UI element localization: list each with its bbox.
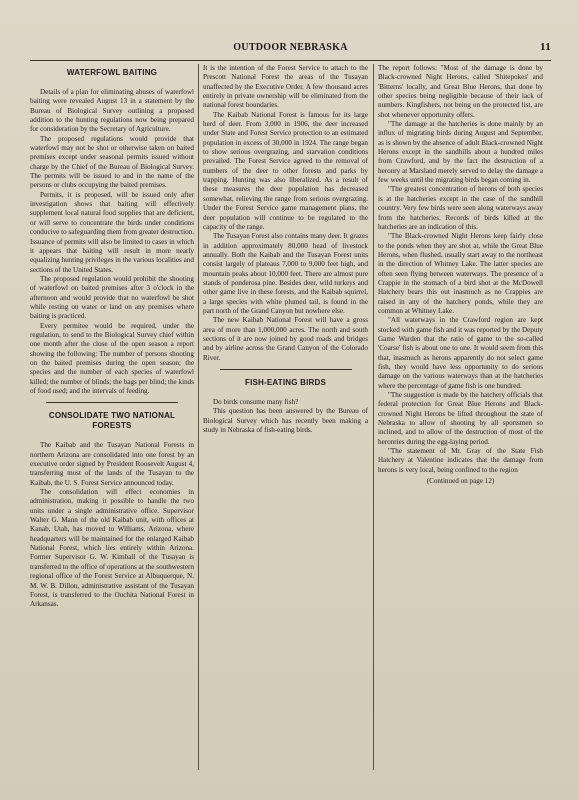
column-3 [378,64,543,770]
paragraph: "The Black-crowned Night Herons keep fairly close to the ponds when they are shot at, while the Great Blue Herons, when flushed, usually start away to the northeast in the direction of Whitney Lake. The latter species are often seen flying between waterways. The presence of a Crappie in the stomach of a bird shot at the McDowell Hatchery bears this out inasmuch as no Crappies are raised in any of the hatchery ponds, while they are common at Whitney Lake. [378,232,543,315]
section-separator [46,402,177,403]
paragraph: This question has been answered by the Bureau of Biological Survey which has recently been making a study in Nebraska of fish-eating birds. [203,407,368,435]
paragraph: The proposed regulations would provide that waterfowl may not be shot or otherwise taken on baited premises except under seasonal permits issued without charge by the Chief of the Bureau of Biological Survey. The permits will be issued to and in the name of the persons or clubs occupying the baited premises. [30,134,194,190]
paragraph: The Kaibab National Forest is famous for its large herd of deer. From 3,000 in 1906, the deer increased under State and Forest Service protection to an estimated population in excess of 30,000 in 1924. The range began to show serious overgrazing, and starvation conditions prevailed. The Forest Service agreed to the removal of numbers of the deer to other forests and parks by trapping. Hunting was also liberalized. As a result of these measures the deer population has decreased somewhat, relieving the range from serious overgrazing. Under the Forest Service game management plans, the deer population will continue to be regulated to the capacity of the range. [203,110,368,231]
paragraph: The report follows: "Most of the damage is done by Black-crowned Night Herons, called 'Shitepokes' and 'Bitterns' locally, and Great Blue Herons, that done by other species being negligible because of their lack of numbers. Kingfishers, not being on the protected list, are shot whenever opportunity offers. [378,64,543,119]
paragraph: "All waterways in the Crawford region are kept stocked with game fish and it was reported by the Deputy Game Warden that the ratio of game to the so-called 'Coarse' fish is about one to one. It would seem from this that, inasmuch as herons apparently do not select game fish, they would have less opportunity to do serious damage on the various waterways than at the hatcheries where the percentage of game fish is one hundred. [378,316,543,390]
section-separator [220,369,352,370]
paragraph: "The damage at the hatcheries is done mainly by an influx of migrating birds during August and September, as is shown by the absence of adult Black-crowned Night Herons except in the sandhills about a hundred miles from Crawford, and by the fact the destruction of a heronry at Marsland merely served to delay the damage a few weeks until the migrating birds began coming in. [378,120,543,185]
article-heading-waterfowl: WATERFOWL BAITING [66,68,158,77]
continued-notice: (Continued on page 12) [426,477,495,486]
paragraph: Do birds consume many fish? [213,398,299,406]
page-number: 11 [540,41,551,53]
publication-title: OUTDOOR NEBRASKA [233,42,348,53]
paragraph: The new Kaibab National Forest will have a gross area of more than 1,000,000 acres. The north and south sections of it are now joined by good roads and bridges and by airline across the Grand Canyon of the Colorado River. [203,316,368,362]
column-divider [198,64,199,770]
paragraph: "The statement of Mr. Gray of the State Fish Hatchery at Valentine indicates that the damage from herons is very local, being confined to the region [378,447,543,474]
paragraph: Permits, it is proposed, will be issued only after investigation shows that baiting will effectively supplement local natural food supplies that are deficient, or will serve to concentrate the birds under conditions conducive to safeguarding them from greater destruction. Issuance of permits will also be limited to cases in which it appears that baiting will result in more nearly equalizing hunting privileges in the various localities and sections of the United States. [30,190,194,274]
paragraph: The consolidation will effect economies in administration, making it possible to handle the two units under a single administrative office. Supervisor Walter G. Mann of the old Kaibab unit, with offices at Kanab, Utah, has moved to Williams, Arizona, where headquarters will be maintained for the enlarged Kaibab National Forest, which lies entirely within Arizona. Former Supervisor G. W. Kimball of the Tusayan is transferred to the office of operations at the southwestern regional office of the Forest Service at Albuquerque, N. M. W. B. Dillon, administrative assistant of the Tusayan Forest, is transferred to the Ouchita National Forest in Arkansas. [30,488,194,609]
header-rule [30,60,551,61]
column-2 [203,64,368,770]
paragraph: "The greatest concentration of herons of both species is at the hatcheries except in the case of the sandhill country. Very few birds were seen along waterways away from the hatcheries. Records of birds killed at the hatcheries are an indication of this. [378,185,543,231]
article-heading-fish-birds: FISH-EATING BIRDS [244,378,327,387]
page-header [30,40,551,58]
paragraph: Every permitee would be required, under the regulation, to send to the Biological Survey chief within one month after the close of the open season a report showing the following: The number of persons shooting on the baited premises during the open season; the species and the number of each species of waterfowl killed; the number of blinds; the bags per blind; the kinds of food used; and the intervals of feeding. [30,321,194,395]
article-heading-forests: CONSOLIDATE TWO NATIONAL FORESTS [48,411,176,431]
paragraph: It is the intention of the Forest Service to attach to the Prescott National Forest the areas of the Tusayan unaffected by the Executive Order. A few thousand acres entirely in private ownership will be eliminated from the national forest boundaries. [203,64,368,110]
paragraph: "The suggestion is made by the hatchery officials that federal protection for Great Blue Herons and Black-crowned Night Herons be lifted throughout the state of Nebraska to allow of shooting by all sportsmen so inclined, and to allow of the destruction of most of the heronries during the egg-laying period. [378,391,543,446]
column-1 [30,64,194,770]
column-divider [373,64,374,770]
paragraph: The proposed regulation would prohibit the shooting of waterfowl on baited premises after 3 o'clock in the afternoon and would provide that no waterfowl be shot while resting on water or land on any premises where baiting is practiced. [30,274,194,321]
paragraph: The Tusayan Forest also contains many deer. It grazes in addition approximately 80,000 head of livestock annually. Both the Kaibab and the Tusayan Forest units consist largely of plateaus 7,000 to 9,000 feet high, and mountain peaks about 10,000 feet. There are almost pure stands of ponderosa pine. Besides deer, wild turkeys and other game live in these forests, and the Kaibab squirrel, a large species with white plumed tail, is found in the part north of the Grand Canyon but nowhere else. [203,232,368,315]
paragraph: The Kaibab and the Tusayan National Forests in northern Arizona are consolidated into one forest by an executive order signed by President Roosevelt August 4, transferring most of the lands of the Tusayan to the Kaibab, the U. S. Forest Service announced today. [30,441,194,487]
paragraph: Details of a plan for eliminating abuses of waterfowl baiting were revealed August 13 in a statement by the Bureau of Biological Survey outlining a proposed addition to the hunting regulations now being prepared for consideration by the Secretary of Agriculture. [30,88,194,134]
